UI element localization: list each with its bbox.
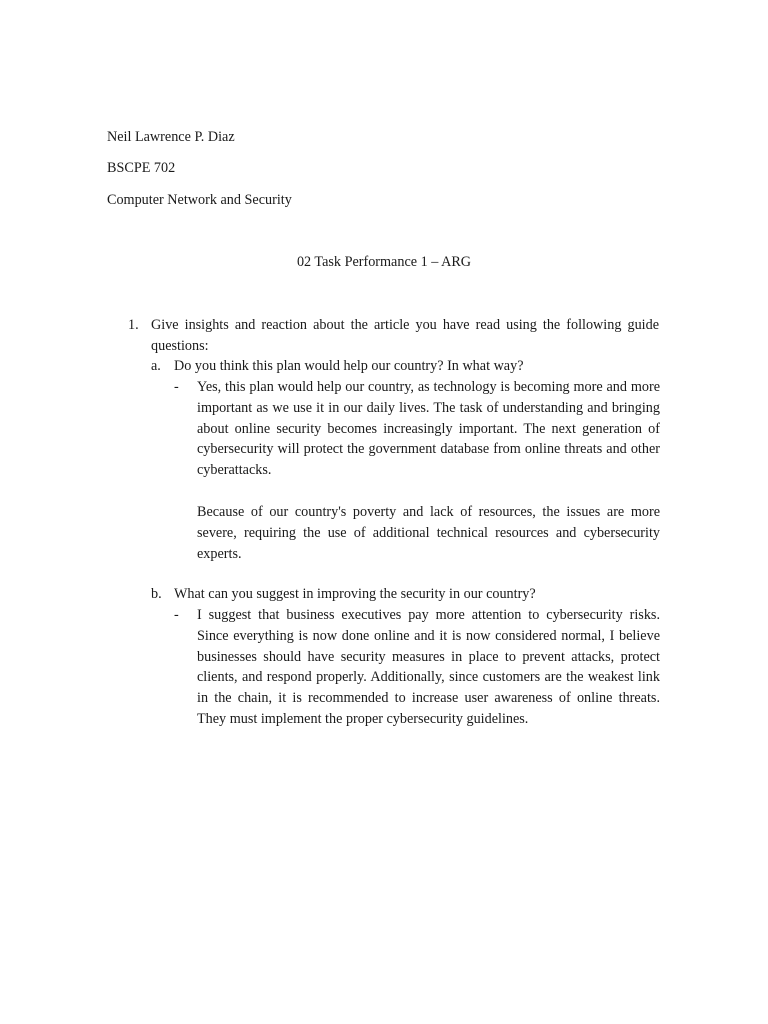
- answer-b-paragraph-1: I suggest that business executives pay more attention to cybersecurity risks. Since everything is now done online and it is now considered normal, I believe businesses should have security measures in place to prevent attacks, protect clients, and respond properly. Additionally, since customers are the weakest link in the chain, it is recommended to increase user awareness of online threats. They must implement the proper cybersecurity guidelines.: [197, 607, 660, 727]
- subquestion-b-text: What can you suggest in improving the security in our country?: [174, 586, 536, 602]
- question-text: Give insights and reaction about the article you have read using the following guide questions:: [151, 317, 659, 354]
- course-code: BSCPE 702: [107, 160, 176, 176]
- answer-b-bullet: -: [174, 607, 179, 623]
- answer-a-bullet: -: [174, 379, 179, 395]
- subquestion-a-text: Do you think this plan would help our country? In what way?: [174, 358, 524, 374]
- question-number: 1.: [128, 317, 139, 333]
- answer-a-paragraph-1: Yes, this plan would help our country, as technology is becoming more and more important as we use it in our daily lives. The task of understanding and bringing about online security becomes increasingly important. The next generation of cybersecurity will protect the government database from online threats and other cyberattacks.: [197, 379, 660, 479]
- subquestion-a-marker: a.: [151, 358, 161, 374]
- document-title: 02 Task Performance 1 – ARG: [296, 254, 472, 270]
- subquestion-b-marker: b.: [151, 586, 162, 602]
- subject-name: Computer Network and Security: [107, 192, 292, 208]
- author-name: Neil Lawrence P. Diaz: [107, 129, 235, 145]
- answer-a-paragraph-2: Because of our country's poverty and lack of resources, the issues are more severe, requiring the use of additional technical resources and cybersecurity experts.: [197, 504, 660, 562]
